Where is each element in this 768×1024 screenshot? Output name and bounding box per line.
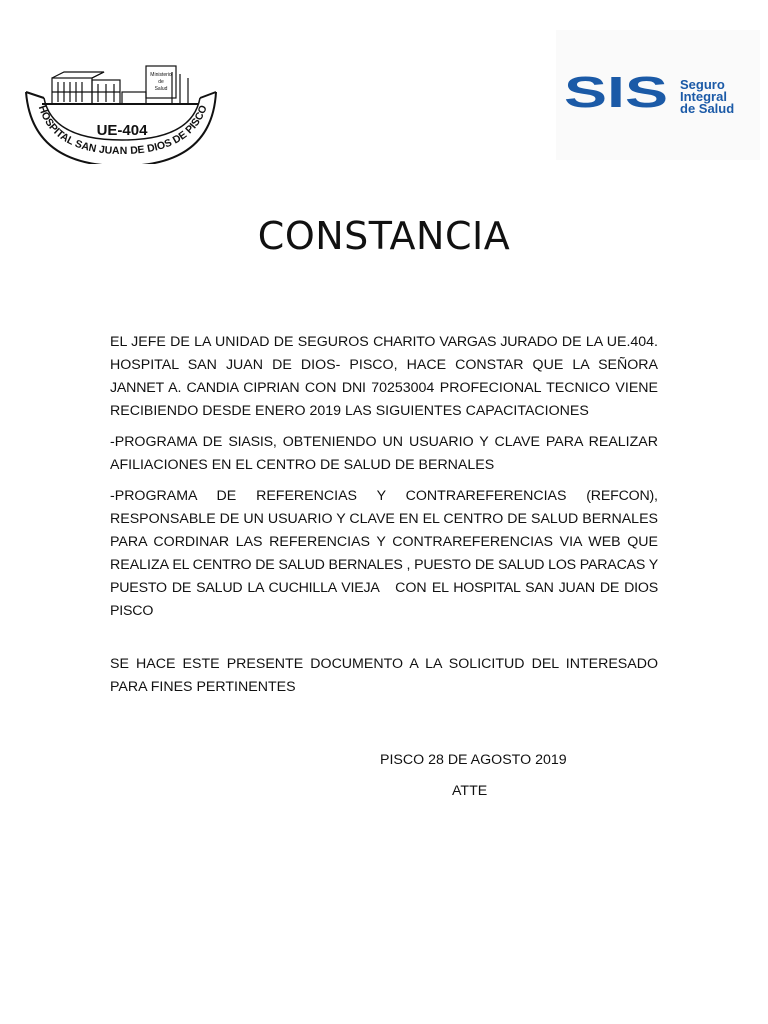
p2-text-c: , OBTENIENDO UN USUARIO Y CLAVE PARA REALIZAR AFILIACIONES EN EL CENTRO DE SALUD DE BERNALES	[110, 434, 658, 473]
ministry-line-3: Salud	[154, 86, 168, 92]
hospital-logo	[22, 62, 218, 164]
p3-text-a: -PROGRAMA DE REFERENCIAS Y CONTRAREFERENCIAS	[110, 488, 587, 504]
sis-tagline	[680, 79, 734, 115]
sis-tagline-line-1: Seguro	[680, 77, 725, 92]
p3-text-e: CON	[379, 580, 432, 596]
beneficiary-name: JANNET A. CANDIA CIPRIAN	[110, 380, 300, 396]
siasis-program: SIASIS	[228, 434, 273, 450]
unit-code: UE-404	[96, 122, 148, 139]
p1-text-e: CON	[299, 380, 342, 396]
document-body	[110, 331, 658, 707]
closing-atte: ATTE	[452, 783, 488, 799]
ministry-line-2: de	[158, 79, 164, 85]
paragraph-certification	[110, 331, 658, 423]
chief-name: CHARITO VARGAS JURADO	[373, 334, 558, 350]
p1-text-a: EL JEFE DE LA UNIDAD DE SEGUROS	[110, 334, 374, 350]
p1-text-c: DE LA UE.404. HOSPITAL SAN JUAN DE DIOS- PISCO, HACE CONSTAR QUE LA SEÑORA	[110, 334, 658, 373]
paragraph-siasis	[110, 431, 658, 477]
sis-tagline-line-2: Integral	[680, 89, 727, 104]
sis-logo	[556, 30, 760, 160]
p2-text-a: -PROGRAMA DE	[110, 434, 229, 450]
refcon-program: (REFCON)	[586, 488, 655, 504]
sis-wordmark-text: SIS	[564, 72, 668, 112]
p1-text-g: 70253004 PROFECIONAL TECNICO VIENE RECIBIENDO DESDE ENERO 2019 LAS SIGUIENTES CAPACITACIONES	[110, 380, 659, 419]
hospital-arc-name: HOSPITAL SAN JUAN DE DIOS DE PISCO	[35, 103, 210, 158]
paragraph-purpose: SE HACE ESTE PRESENTE DOCUMENTO A LA SOLICITUD DEL INTERESADO PARA FINES PERTINENTES	[110, 656, 658, 695]
hospital-seal-graphic	[22, 62, 218, 164]
dni-label: DNI	[341, 380, 366, 396]
place-date: PISCO 28 DE AGOSTO 2019	[380, 752, 567, 768]
document-title: CONSTANCIA	[257, 214, 511, 258]
sis-wordmark	[564, 72, 668, 112]
paragraph-refcon	[110, 485, 658, 623]
sis-tagline-line-3: de Salud	[680, 101, 735, 116]
hospital-name: EL HOSPITAL SAN JUAN DE DIOS PISCO	[110, 580, 659, 619]
p3-text-c: , RESPONSABLE DE UN USUARIO Y CLAVE EN EL CENTRO DE SALUD BERNALES PARA CORDINAR LAS REFERENCIAS Y CONTRAREFERENCIAS VIA WEB QUE REALIZA	[110, 488, 658, 573]
ministry-line-1: Ministerio	[150, 72, 172, 78]
health-centers: EL CENTRO DE SALUD BERNALES , PUESTO DE SALUD LOS PARACAS Y PUESTO DE SALUD LA CUCHILLA VIEJA	[110, 557, 658, 596]
